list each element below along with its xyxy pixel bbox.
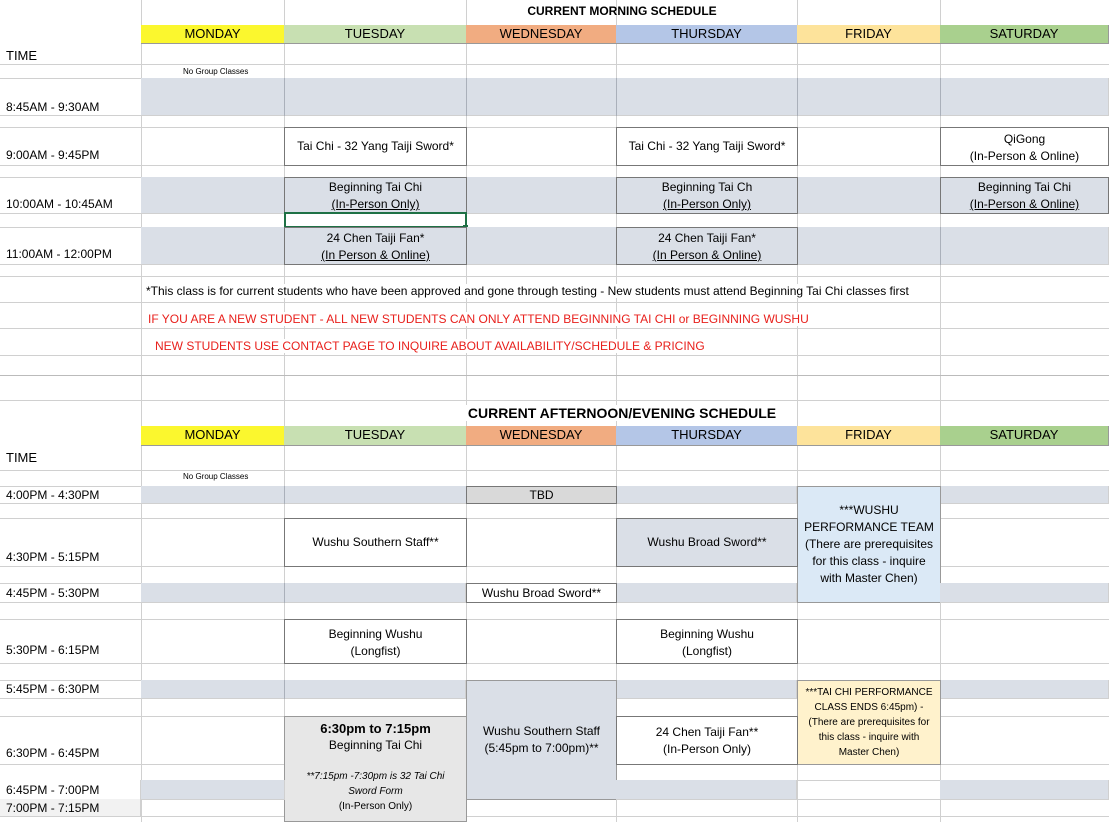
class-cell-fri-taichi-team[interactable] xyxy=(797,680,941,765)
afternoon-slot-row xyxy=(616,583,797,603)
morning-header-friday: FRIDAY xyxy=(797,25,941,44)
afternoon-slot-row xyxy=(141,680,466,699)
class-cell-tue-southern-staff[interactable] xyxy=(284,518,467,567)
class-name: Beginning Wushu xyxy=(660,627,754,641)
class-cell-tue-chen-fan[interactable] xyxy=(284,227,467,265)
class-time: 6:30pm to 7:15pm xyxy=(320,721,431,736)
morning-time-slot: 10:00AM - 10:45AM xyxy=(6,197,113,211)
class-cell-tue-beginning-tai-chi-evening[interactable] xyxy=(284,716,467,822)
afternoon-header-friday: FRIDAY xyxy=(797,426,941,446)
class-name: 24 Chen Taiji Fan* xyxy=(326,231,425,245)
class-detail: (Longfist) xyxy=(350,644,401,658)
afternoon-slot-row xyxy=(940,486,1109,504)
class-name: Beginning Tai Chi xyxy=(328,738,423,752)
afternoon-time-slot: 6:45PM - 7:00PM xyxy=(6,783,100,797)
morning-header-thursday: THURSDAY xyxy=(616,25,798,44)
gridline xyxy=(0,302,1109,303)
gridline xyxy=(0,355,1109,356)
class-cell-thu-broad-sword[interactable] xyxy=(616,518,798,567)
class-mode: (In-Person Only) xyxy=(662,197,752,211)
morning-slot-row xyxy=(141,78,1109,116)
class-note: Sword Form xyxy=(348,786,403,797)
new-student-note: IF YOU ARE A NEW STUDENT - ALL NEW STUDENTS CAN ONLY ATTEND BEGINNING TAI CHI or BEGINNING WUSHU xyxy=(148,312,809,326)
class-detail: (There are prerequisites for xyxy=(808,717,930,728)
gridline xyxy=(466,78,467,116)
gridline xyxy=(0,518,1109,519)
afternoon-header-thursday: THURSDAY xyxy=(616,426,798,446)
class-detail: with Master Chen) xyxy=(820,571,918,585)
contact-note: NEW STUDENTS USE CONTACT PAGE TO INQUIRE ABOUT AVAILABILITY/SCHEDULE & PRICING xyxy=(155,339,705,353)
class-cell-thu-beginning-wushu[interactable] xyxy=(616,619,798,664)
class-name: Beginning Tai Chi xyxy=(977,180,1072,194)
afternoon-slot-row xyxy=(940,680,1109,699)
afternoon-slot-row xyxy=(141,583,466,603)
class-detail: CLASS ENDS 6:45pm) - xyxy=(814,702,924,713)
class-name: Wushu Southern Staff** xyxy=(312,535,439,549)
class-name: Tai Chi - 32 Yang Taiji Sword* xyxy=(628,139,786,153)
gridline xyxy=(0,400,1109,401)
class-name: Beginning Tai Ch xyxy=(661,180,753,194)
gridline xyxy=(940,78,941,116)
class-name: Beginning Tai Chi xyxy=(328,180,423,194)
class-detail: Master Chen) xyxy=(838,747,900,758)
class-name: Beginning Wushu xyxy=(328,627,423,641)
afternoon-slot-row xyxy=(616,780,797,800)
morning-time-slot: 9:00AM - 9:45PM xyxy=(6,148,100,162)
morning-header-tuesday: TUESDAY xyxy=(284,25,467,44)
class-detail: for this class - inquire xyxy=(812,554,926,568)
class-cell-tue-beginning-wushu[interactable] xyxy=(284,619,467,664)
class-mode: (In-Person & Online) xyxy=(969,197,1080,211)
class-detail: (5:45pm to 7:00pm)** xyxy=(484,741,599,755)
afternoon-slot-row xyxy=(616,680,797,699)
class-name: Wushu Broad Sword** xyxy=(647,535,767,549)
class-mode: (In-Person Only) xyxy=(331,197,420,211)
class-cell-thu-taiji-sword[interactable] xyxy=(616,127,798,166)
afternoon-header-wednesday: WEDNESDAY xyxy=(466,426,617,446)
class-name: QiGong xyxy=(1003,132,1046,146)
class-mode: (In-Person Only) xyxy=(338,801,413,812)
gridline xyxy=(284,486,285,504)
morning-schedule-title: CURRENT MORNING SCHEDULE xyxy=(527,4,717,18)
gridline xyxy=(0,619,1109,620)
gridline xyxy=(0,375,1109,376)
class-name: Wushu Broad Sword** xyxy=(481,585,602,600)
afternoon-time-slot: 4:45PM - 5:30PM xyxy=(6,586,100,600)
class-name: ***WUSHU xyxy=(839,503,899,517)
morning-no-group-classes: No Group Classes xyxy=(183,67,249,76)
morning-header-wednesday: WEDNESDAY xyxy=(466,25,617,44)
afternoon-time-slot: 7:00PM - 7:15PM xyxy=(6,801,100,815)
gridline xyxy=(0,470,1109,471)
class-cell-tue-taiji-sword[interactable] xyxy=(284,127,467,166)
class-cell-sat-beginning-tai-chi[interactable] xyxy=(940,177,1109,214)
class-detail: (Longfist) xyxy=(681,644,733,658)
gridline xyxy=(0,816,1109,817)
gridline xyxy=(284,78,285,116)
gridline xyxy=(0,566,1109,567)
gridline xyxy=(284,680,285,699)
morning-time-slot: 11:00AM - 12:00PM xyxy=(6,247,112,261)
gridline xyxy=(616,78,617,116)
afternoon-schedule-title: CURRENT AFTERNOON/EVENING SCHEDULE xyxy=(447,405,797,421)
gridline xyxy=(0,64,1109,65)
class-cell-thu-beginning-tai-chi[interactable] xyxy=(616,177,798,214)
afternoon-slot-row xyxy=(141,780,285,800)
class-cell-tue-beginning-tai-chi[interactable] xyxy=(284,177,467,214)
gridline xyxy=(284,583,285,603)
class-name: Tai Chi - 32 Yang Taiji Sword* xyxy=(297,139,454,153)
class-mode: (In-Person Only) xyxy=(662,741,752,756)
class-cell-wed-southern-staff[interactable] xyxy=(466,680,617,800)
class-detail: this class - inquire with xyxy=(818,732,920,743)
morning-time-label: TIME xyxy=(6,48,38,63)
class-note: **7:15pm -7:30pm is 32 Tai Chi xyxy=(306,771,445,782)
class-name: 24 Chen Taiji Fan* xyxy=(658,231,756,245)
gridline xyxy=(0,663,1109,664)
class-name: Wushu Southern Staff xyxy=(483,724,600,738)
gridline xyxy=(940,227,941,265)
afternoon-no-group-classes: No Group Classes xyxy=(183,472,249,481)
afternoon-time-slot: 4:00PM - 4:30PM xyxy=(6,488,100,502)
class-mode: (In Person & Online) xyxy=(321,248,430,262)
afternoon-time-label: TIME xyxy=(6,450,38,465)
morning-header-monday: MONDAY xyxy=(141,25,285,44)
class-detail: (There are prerequisites xyxy=(804,537,934,551)
afternoon-header-tuesday: TUESDAY xyxy=(284,426,467,446)
afternoon-time-slot: 6:30PM - 6:45PM xyxy=(6,746,100,760)
gridline xyxy=(797,78,798,116)
afternoon-time-slot: 5:30PM - 6:15PM xyxy=(6,643,100,657)
selected-cell[interactable] xyxy=(284,212,467,228)
afternoon-slot-row xyxy=(940,780,1109,800)
class-name: PERFORMANCE TEAM xyxy=(804,520,934,534)
afternoon-header-monday: MONDAY xyxy=(141,426,285,446)
class-cell-wed-broad-sword[interactable] xyxy=(466,583,617,603)
class-cell-wed-tbd[interactable] xyxy=(466,486,617,504)
class-mode: (In-Person & Online) xyxy=(969,149,1080,163)
morning-time-slot: 8:45AM - 9:30AM xyxy=(6,100,100,114)
afternoon-time-slot: 4:30PM - 5:15PM xyxy=(6,550,100,564)
afternoon-header-saturday: SATURDAY xyxy=(940,426,1109,446)
afternoon-slot-row xyxy=(940,583,1109,603)
gridline xyxy=(0,276,1109,277)
class-mode: (In Person & Online) xyxy=(652,248,762,262)
class-cell-thu-chen-fan-evening[interactable] xyxy=(616,716,798,765)
class-cell-thu-chen-fan[interactable] xyxy=(616,227,798,265)
asterisk-note: *This class is for current students who have been approved and gone through testing - New students must attend Beginning Tai Chi classes first xyxy=(146,284,909,298)
class-name: TBD xyxy=(529,487,554,502)
gridline xyxy=(0,328,1109,329)
class-name: ***TAI CHI PERFORMANCE xyxy=(805,687,933,698)
class-cell-sat-qigong[interactable] xyxy=(940,127,1109,166)
class-cell-fri-wushu-team[interactable] xyxy=(797,486,941,603)
class-name: 24 Chen Taiji Fan** xyxy=(655,724,759,739)
afternoon-time-slot: 5:45PM - 6:30PM xyxy=(6,682,100,696)
morning-header-saturday: SATURDAY xyxy=(940,25,1109,44)
